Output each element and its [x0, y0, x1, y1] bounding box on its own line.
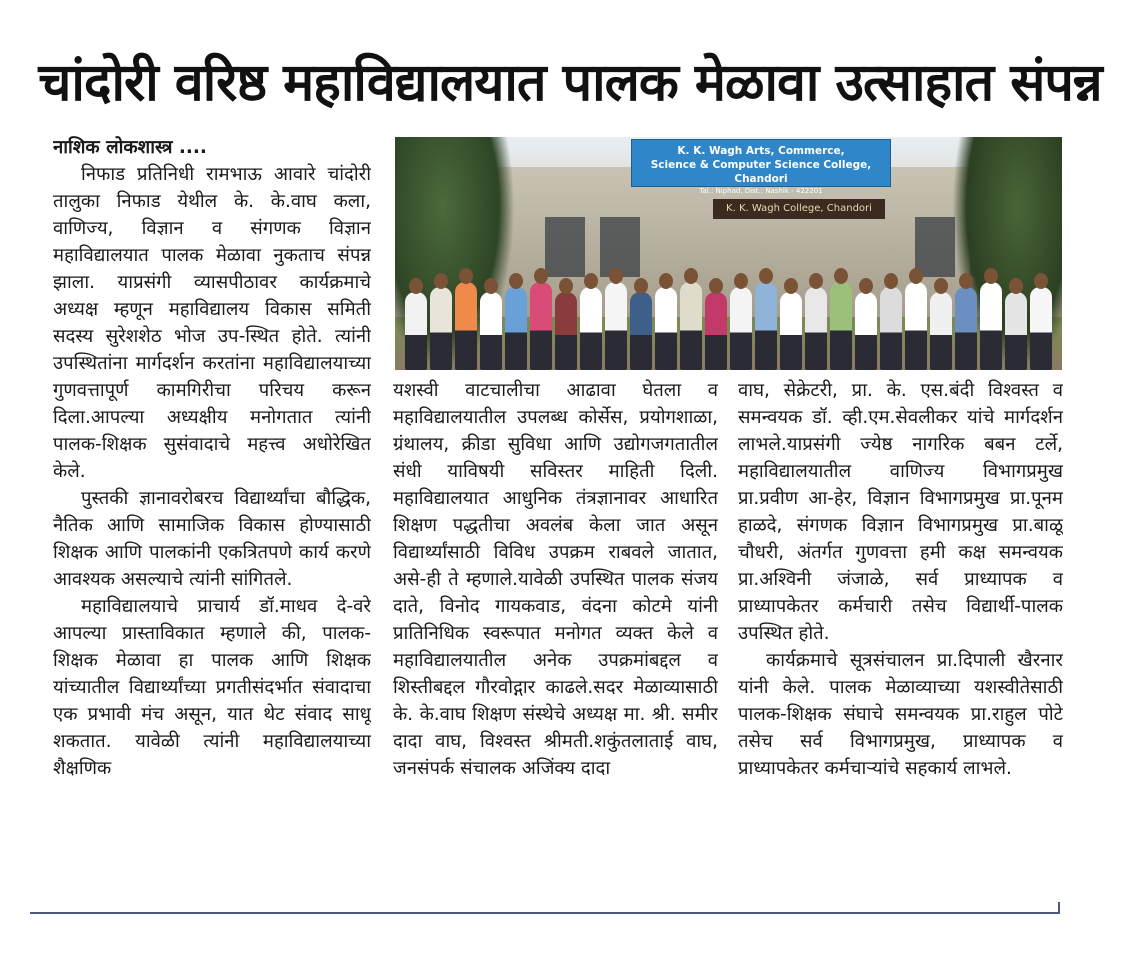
board-line-2: Science & Computer Science College, Chandori: [650, 159, 872, 185]
paragraph: महाविद्यालयाचे प्राचार्य डॉ.माधव दे-वरे आपल्या प्रास्ताविकात म्हणाले की, पालक-शिक्षक मेळावा हा पालक आणि शिक्षक यांच्यातील विद्यार्थ्यांच्या प्रगतीसंदर्भात संवादाचा एक प्रभावी मंच असून, यात थेट संवाद साधू शकतात. यावेळी त्यांनी महाविद्यालयाच्या शैक्षणिक: [53, 596, 371, 779]
person-figure: [430, 287, 452, 370]
person-figure: [805, 287, 827, 370]
person-figure: [830, 282, 852, 370]
group-of-people: [395, 257, 1062, 370]
person-figure: [755, 282, 777, 370]
paragraph: पुस्तकी ज्ञानावरोबरच विद्यार्थ्यांचा बौद्धिक, नैतिक आणि सामाजिक विकास होण्यासाठी शिक्षक आणि पालकांनी एकत्रितपणे कार्य करणे आवश्यक असल्याचे त्यांनी सांगितले.: [53, 488, 371, 590]
person-figure: [530, 282, 552, 370]
person-head: [484, 278, 498, 294]
board-line-3: Tal.: Niphad, Dist.: Nashik - 422201: [699, 187, 823, 195]
person-head: [634, 278, 648, 294]
person-head: [709, 278, 723, 294]
person-figure: [655, 287, 677, 370]
person-head: [734, 273, 748, 289]
person-head: [784, 278, 798, 294]
paragraph: यशस्वी वाटचालीचा आढावा घेतला व महाविद्यालयातील उपलब्ध कोर्सेस, प्रयोगशाळा, ग्रंथालय, क्रीडा सुविधा आणि उद्योगजगतातील संधी याविषयी सविस्तर माहिती दिली. महाविद्यालयात आधुनिक तंत्रज्ञानावर आधारित शिक्षण पद्धतीचा अवलंब केला जात असून विद्यार्थ्यांसाठी विविध उपक्रम राबवले जातात, असे-ही ते म्हणाले.यावेळी उपस्थित पालक संजय दाते, विनोद गायकवाड, वंदना कोटमे यांनी प्रातिनिधिक स्वरूपात मनोगत व्यक्त केले व महाविद्यालयातील अनेक उपक्रमांबद्दल व शिस्तीबद्दल गौरवोद्गार काढले.सदर मेळाव्यासाठी के. के.वाघ शिक्षण संस्थेचे अध्यक्ष मा. श्री. समीर दादा वाघ, विश्वस्त श्रीमती.शकुंतलाताई वाघ, जनसंपर्क संचालक अजिंक्य दादा: [393, 380, 718, 779]
person-figure: [505, 287, 527, 370]
person-head: [934, 278, 948, 294]
person-head: [1009, 278, 1023, 294]
person-figure: [855, 292, 877, 370]
person-head: [684, 268, 698, 284]
person-head: [759, 268, 773, 284]
news-photo: [395, 137, 1062, 370]
person-figure: [1005, 292, 1027, 370]
person-head: [834, 268, 848, 284]
college-name-board: [631, 139, 891, 195]
person-figure: [905, 282, 927, 370]
person-figure: [680, 282, 702, 370]
person-head: [609, 268, 623, 284]
person-head: [509, 273, 523, 289]
person-figure: [480, 292, 502, 370]
person-head: [409, 278, 423, 294]
headline: चांदोरी वरिष्ठ महाविद्यालयात पालक मेळावा उत्साहात संपन्न: [38, 53, 1102, 113]
person-figure: [880, 287, 902, 370]
person-head: [959, 273, 973, 289]
article-column-2: [393, 377, 718, 902]
person-head: [434, 273, 448, 289]
person-head: [534, 268, 548, 284]
person-figure: [1030, 287, 1052, 370]
person-head: [884, 273, 898, 289]
person-figure: [605, 282, 627, 370]
person-figure: [705, 292, 727, 370]
person-figure: [405, 292, 427, 370]
person-figure: [780, 292, 802, 370]
paragraph: वाघ, सेक्रेटरी, प्रा. के. एस.बंदी विश्वस्त व समन्वयक डॉ. व्ही.एम.सेवलीकर यांचे मार्गदर्शन लाभले.याप्रसंगी ज्येष्ठ नागरिक बबन टर्ले, महाविद्यालयातील वाणिज्य विभागप्रमुख प्रा.प्रवीण आ-हेर, विज्ञान विभागप्रमुख प्रा.पूनम हाळदे, संगणक विज्ञान विभागप्रमुख प्रा.बाळू चौधरी, अंतर्गत गुणवत्ता हमी कक्ष समन्वयक प्रा.अश्विनी जंजाळे, सर्व प्राध्यापक व प्राध्यापकेतर कर्मचारी तसेच विद्यार्थी-पालक उपस्थित होते.: [738, 380, 1063, 644]
person-figure: [955, 287, 977, 370]
person-figure: [630, 292, 652, 370]
person-head: [859, 278, 873, 294]
person-head: [459, 268, 473, 284]
bottom-rule-end: [1058, 902, 1060, 914]
article-column-3: [738, 377, 1063, 902]
dateline: नाशिक लोकशास्त्र ....: [53, 137, 207, 158]
person-figure: [930, 292, 952, 370]
article-column-1: [53, 134, 371, 902]
person-head: [809, 273, 823, 289]
board-line-1: K. K. Wagh Arts, Commerce,: [677, 145, 845, 157]
person-head: [984, 268, 998, 284]
bottom-rule: [30, 912, 1060, 914]
person-head: [559, 278, 573, 294]
person-head: [909, 268, 923, 284]
person-head: [1034, 273, 1048, 289]
person-head: [659, 273, 673, 289]
person-figure: [980, 282, 1002, 370]
paragraph: कार्यक्रमाचे सूत्रसंचालन प्रा.दिपाली खैरनार यांनी केले. पालक मेळाव्याच्या यशस्वीतेसाठी पालक-शिक्षक संघाचे समन्वयक प्रा.राहुल पोटे तसेच सर्व विभागप्रमुख, प्राध्यापक व प्राध्यापकेतर कर्मचाऱ्यांचे सहकार्य लाभले.: [738, 650, 1063, 779]
paragraph: निफाड प्रतिनिधी रामभाऊ आवारे चांदोरी तालुका निफाड येथील के. के.वाघ कला, वाणिज्य, विज्ञान व संगणक विज्ञान महाविद्यालयात पालक मेळावा नुकताच संपन्न झाला. याप्रसंगी व्यासपीठावर कार्यक्रमाचे अध्यक्ष म्हणून महाविद्यालय विकास समिती सदस्य सुरेशशेठ भोज उप-स्थित होते. त्यांनी उपस्थितांना मार्गदर्शन करतांना महाविद्यालयाच्या गुणवत्तापूर्ण कामगिरीचा परिचय करून दिला.आपल्या अध्यक्षीय मनोगतात त्यांनी पालक-शिक्षक सुसंवादाचे महत्त्व अधोरेखित केले.: [53, 164, 371, 482]
person-figure: [555, 292, 577, 370]
gate-sign: K. K. Wagh College, Chandori: [713, 199, 885, 219]
person-figure: [730, 287, 752, 370]
person-head: [584, 273, 598, 289]
person-figure: [455, 282, 477, 370]
person-figure: [580, 287, 602, 370]
